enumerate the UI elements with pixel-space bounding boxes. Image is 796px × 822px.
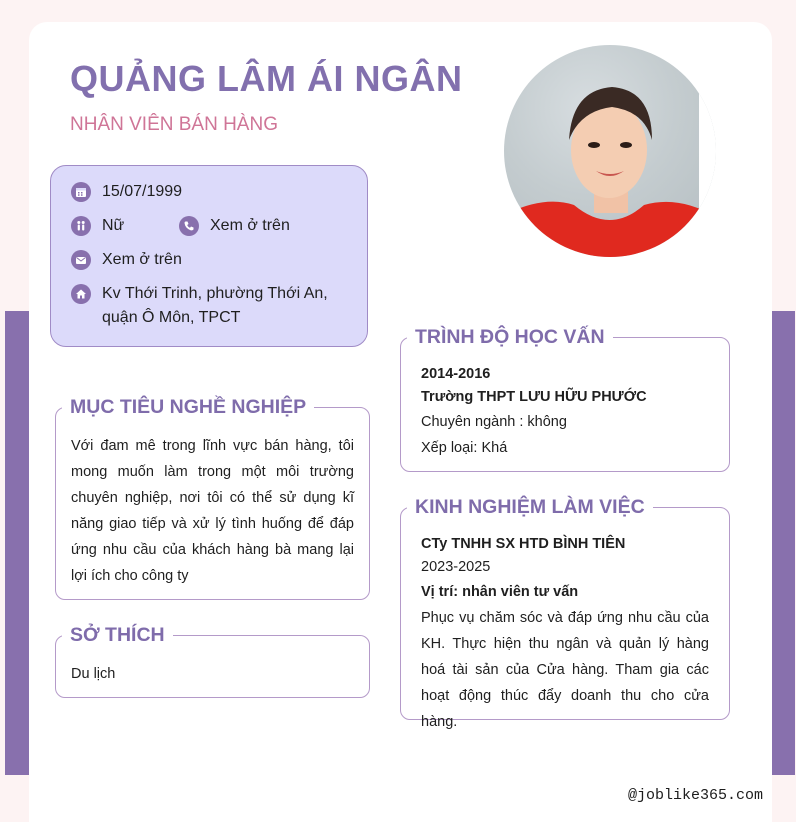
education-major: Chuyên ngành : không <box>421 414 567 430</box>
experience-description: Phục vụ chăm sóc và đáp ứng nhu cầu của KH. Thực hiện thu ngân và quản lý hàng hoá tài sản của Cửa hàng. Tham gia các hoạt động thúc đẩy doanh thu cho cửa hàng. <box>421 610 709 730</box>
address-line-2: quận Ô Môn, TPCT <box>102 309 241 326</box>
education-title: TRÌNH ĐỘ HỌC VẤN <box>407 325 613 349</box>
right-accent-band <box>772 311 795 775</box>
experience-years: 2023-2025 <box>421 559 491 575</box>
phone-row <box>179 216 290 238</box>
birthday-row <box>71 182 182 204</box>
hobbies-text: Du lịch <box>71 666 116 682</box>
address-line-1: Kv Thới Trinh, phường Thới An, <box>102 285 328 302</box>
gender-row <box>71 216 124 238</box>
calendar-icon <box>71 182 91 202</box>
email-row <box>71 250 182 272</box>
experience-title: KINH NGHIỆM LÀM VIỆC <box>407 495 653 519</box>
home-icon <box>71 284 91 304</box>
experience-position: Vị trí: nhân viên tư vấn <box>421 584 579 600</box>
left-accent-band <box>5 311 29 775</box>
portrait-illustration <box>504 45 716 257</box>
address-row <box>71 284 328 330</box>
birthday-text: 15/07/1999 <box>102 183 183 200</box>
candidate-role: NHÂN VIÊN BÁN HÀNG <box>70 114 278 135</box>
objective-title: MỤC TIÊU NGHỀ NGHIỆP <box>62 395 314 419</box>
email-text: Xem ở trên <box>102 251 182 268</box>
education-years: 2014-2016 <box>421 366 491 382</box>
phone-icon <box>179 216 199 236</box>
gender-icon <box>71 216 91 236</box>
hobbies-title: SỞ THÍCH <box>62 623 173 647</box>
footer-handle: @joblike365.com <box>628 787 764 804</box>
phone-text: Xem ở trên <box>210 217 290 234</box>
address-text <box>102 282 328 330</box>
mail-icon <box>71 250 91 270</box>
gender-text: Nữ <box>102 217 125 234</box>
education-grade: Xếp loại: Khá <box>421 440 508 456</box>
candidate-name: QUẢNG LÂM ÁI NGÂN <box>70 58 463 99</box>
education-school: Trường THPT LƯU HỮU PHƯỚC <box>421 389 647 405</box>
experience-company: CTy TNHH SX HTD BÌNH TIÊN <box>421 536 626 552</box>
objective-text: Với đam mê trong lĩnh vực bán hàng, tôi mong muốn làm trong một môi trường chuyên nghiệp, nơi tôi có thể sử dụng kĩ năng giao tiếp và xử lý tình huống để đáp ứng nhu cầu của khách hàng bà mang lại lợi ích cho công ty <box>71 438 354 584</box>
profile-photo <box>504 45 716 257</box>
